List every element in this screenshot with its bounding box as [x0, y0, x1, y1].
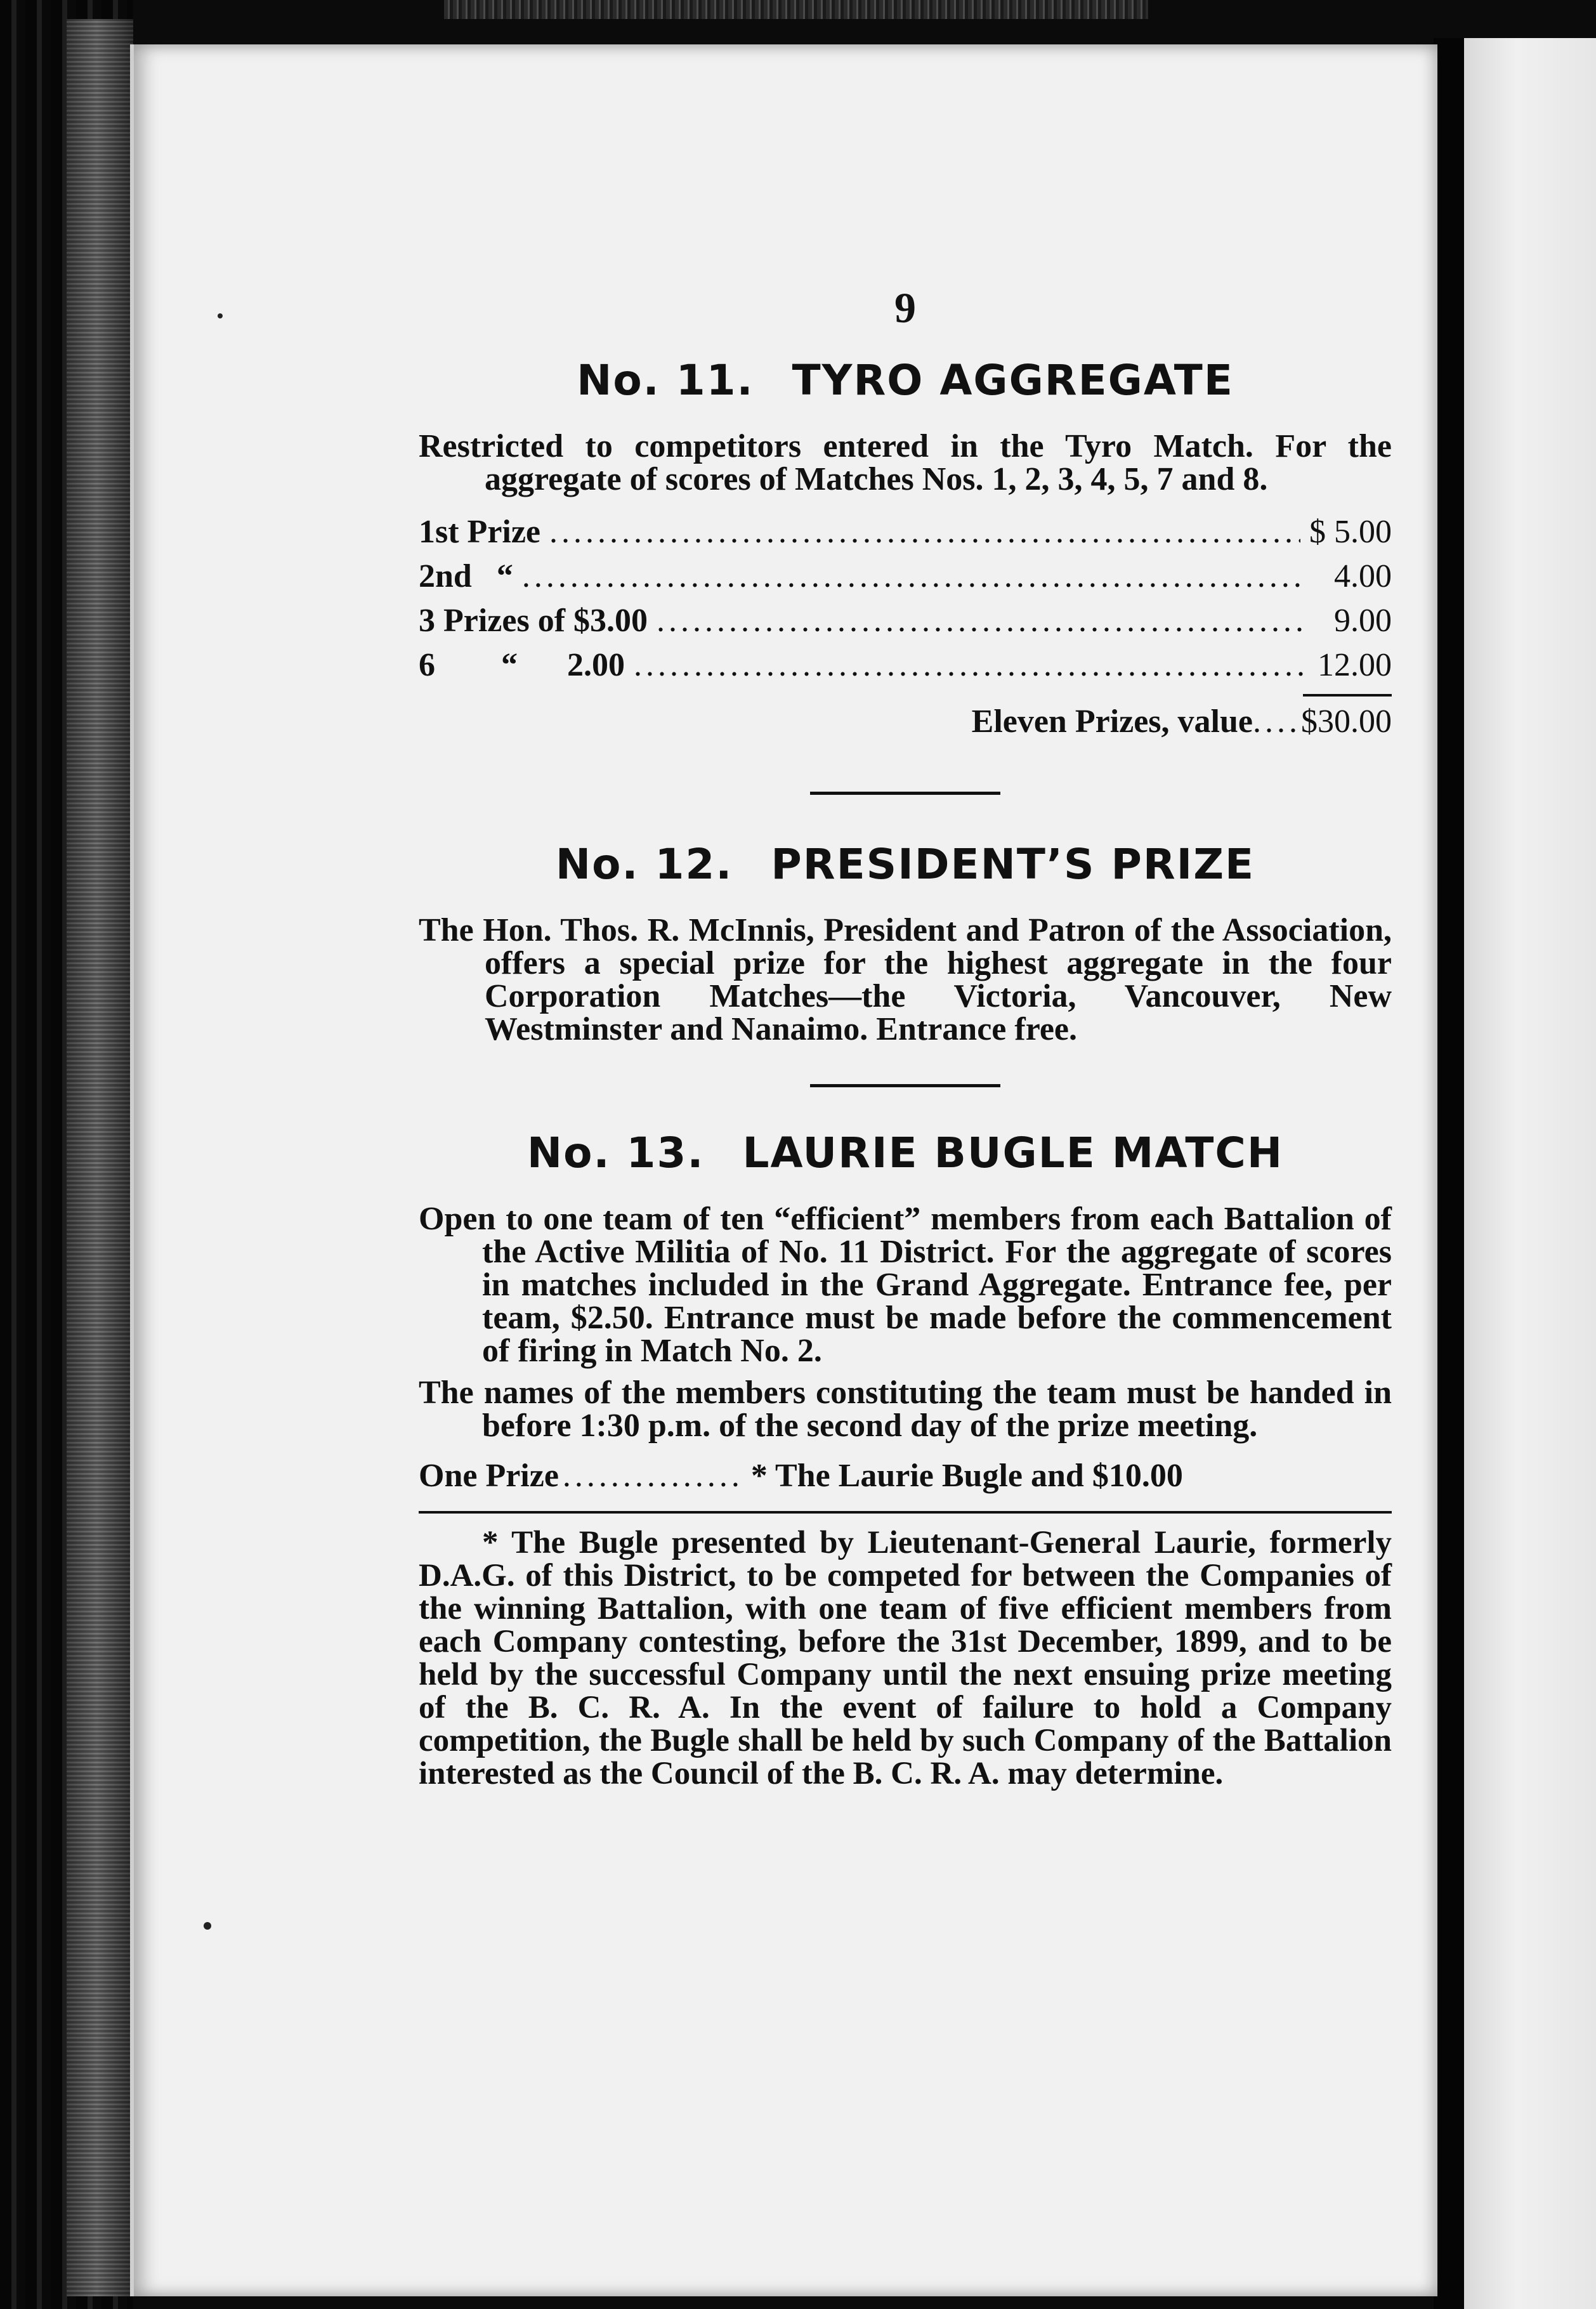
adjacent-page-edge: [1464, 38, 1596, 2309]
prize-row: [419, 510, 1392, 554]
footnote: * The Bugle presented by Lieutenant-General Laurie, formerly D.A.G. of this District, to be competed for between the Companies of the winning Battalion, with one team of five efficient members from each Company contesting, before the 31st December, 1899, and to be held by the successful Company until the next ensuing prize meeting of the B. C. R. A. In the event of failure to hold a Company competition, the Bugle shall be held by such Company of the Battalion interested as the Council of the B. C. R. A. may determine.: [419, 1525, 1392, 1791]
page-number: 9: [894, 284, 916, 332]
prize-amount: 9.00: [1334, 603, 1392, 639]
match-description: Restricted to competitors entered in the Tyro Match. For the aggregate of scores of Matches Nos. 1, 2, 3, 4, 5, 7 and 8.: [419, 428, 1392, 497]
prize-label: 1st Prize: [419, 514, 541, 550]
section-heading-tyro-aggregate: [419, 355, 1392, 406]
book-spine-edge: [67, 19, 133, 2296]
scan-speck: [204, 1922, 211, 1930]
prize-row: [419, 599, 1392, 643]
total-amount: $30.00: [1301, 703, 1392, 740]
prize-label: 3 Prizes of $3.00: [419, 603, 648, 639]
leader-dots: [657, 599, 1307, 643]
page-content: [419, 285, 1392, 1790]
prize-amount: 4.00: [1334, 558, 1392, 594]
prize-label: One Prize: [419, 1458, 559, 1494]
section-heading-presidents-prize: [419, 839, 1392, 890]
prize-label: 6 “ 2.00: [419, 647, 625, 683]
match-title: PRESIDENT’S PRIZE: [771, 840, 1255, 889]
match-number: No. 11.: [577, 356, 754, 405]
match-number: No. 12.: [555, 840, 733, 889]
prize-row: [419, 643, 1392, 688]
prize-amount: $ 5.00: [1309, 514, 1392, 550]
leader-dots: ...............: [562, 1458, 743, 1494]
scan-speck: [218, 313, 223, 318]
leader-dots: [549, 510, 1300, 554]
leader-dots: [522, 554, 1307, 599]
leader-dots: ....: [1253, 703, 1301, 740]
page-gutter: [1434, 38, 1465, 2309]
leader-dots: [634, 643, 1307, 688]
prize-value: * The Laurie Bugle and $10.00: [750, 1458, 1183, 1494]
prize-row: [419, 554, 1392, 599]
section-divider: [810, 792, 1000, 795]
match-title: TYRO AGGREGATE: [792, 356, 1234, 405]
prize-label: 2nd “: [419, 558, 513, 594]
prize-amount: 12.00: [1318, 647, 1392, 683]
match-description: Open to one team of ten “efficient” members from each Battalion of the Active Militia of No. 11 District. For the aggregate of scores in matches included in the Grand Aggregate. Entrance fee, per team, $2.50. Entrance must be made before the commencement of firing in Match No. 2.: [419, 1201, 1392, 1369]
prize-row: [419, 1456, 1392, 1496]
match-number: No. 13.: [527, 1128, 705, 1177]
prize-table: [419, 510, 1392, 747]
match-description: The Hon. Thos. R. McInnis, President and Patron of the Association, offers a special prize for the highest aggregate in the four Corporation Matches—the Victoria, Vancouver, New Westminster and Nanaimo. Entrance free.: [419, 912, 1392, 1047]
book-top-edge: [444, 0, 1148, 19]
match-title: LAURIE BUGLE MATCH: [742, 1128, 1284, 1177]
prize-total-row: [419, 697, 1392, 747]
section-divider: [810, 1084, 1000, 1087]
footnote-rule: [419, 1511, 1392, 1514]
match-description: The names of the members constituting the team must be handed in before 1:30 p.m. of the second day of the prize meeting.: [419, 1375, 1392, 1444]
total-label: Eleven Prizes, value: [971, 703, 1253, 740]
section-heading-laurie-bugle-match: [419, 1128, 1392, 1179]
